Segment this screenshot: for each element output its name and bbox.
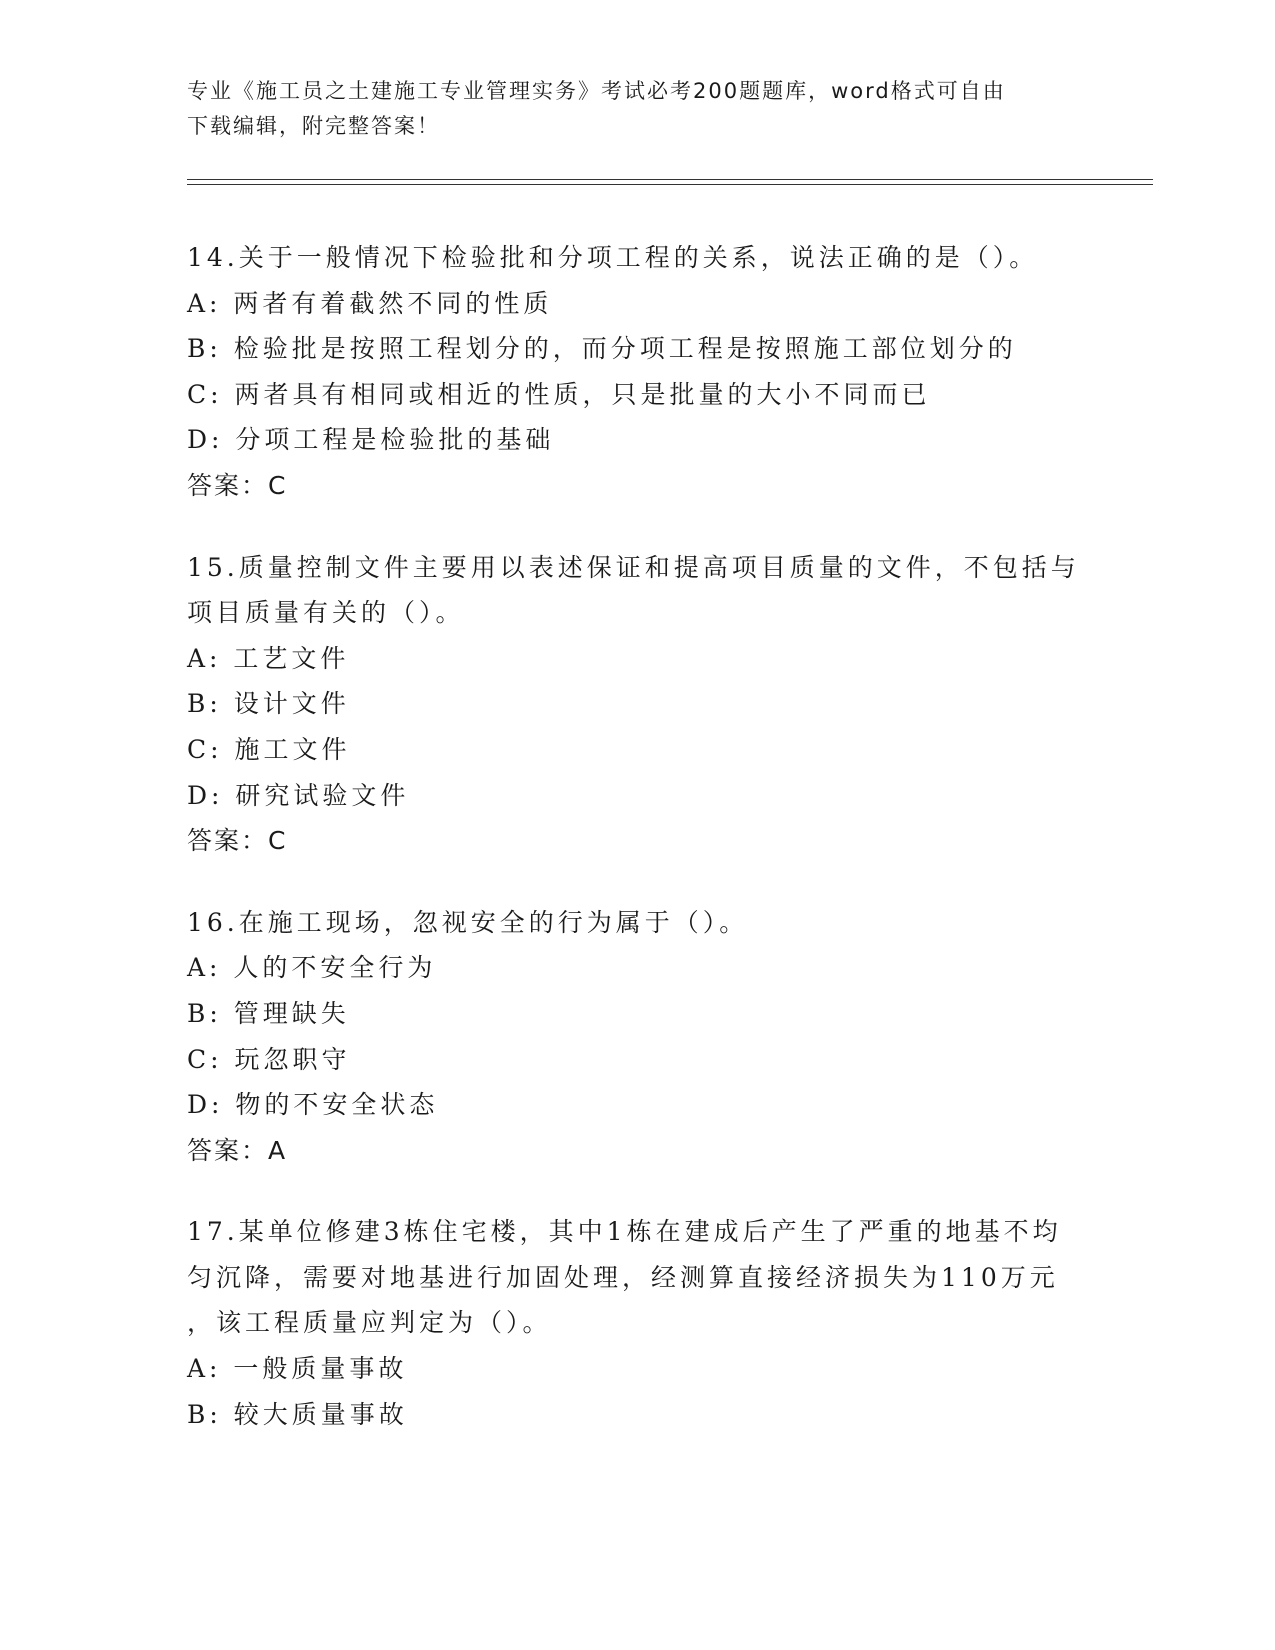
question-stem-continued: 匀沉降，需要对地基进行加固处理，经测算直接经济损失为110万元 [187, 1262, 1059, 1292]
question-17 [187, 1209, 1087, 1437]
option-b: B: 设计文件 [187, 689, 350, 719]
header-line-1: 专业《施工员之土建施工专业管理实务》考试必考200题题库，word格式可自由 [187, 79, 1006, 103]
question-stem: 14.关于一般情况下检验批和分项工程的关系，说法正确的是（）。 [187, 243, 1039, 272]
option-a: A: 工艺文件 [187, 643, 350, 673]
question-stem: 16.在施工现场，忽视安全的行为属于（）。 [187, 907, 749, 937]
question-list [187, 235, 1087, 1473]
header-divider-bottom [187, 184, 1153, 185]
option-c: C: 两者具有相同或相近的性质，只是批量的大小不同而已 [187, 379, 931, 409]
question-stem-continued: 项目质量有关的（）。 [187, 598, 465, 628]
option-a: A: 人的不安全行为 [187, 953, 437, 983]
option-d: D: 分项工程是检验批的基础 [187, 425, 555, 455]
question-stem: 17.某单位修建3栋住宅楼，其中1栋在建成后产生了严重的地基不均 [187, 1217, 1062, 1247]
option-b: B: 检验批是按照工程划分的，而分项工程是按照施工部位划分的 [187, 334, 1017, 364]
option-b: B: 管理缺失 [187, 998, 350, 1028]
answer-line: 答案：C [187, 470, 288, 500]
answer-line: 答案：A [187, 1135, 288, 1165]
option-a: A: 两者有着截然不同的性质 [187, 288, 553, 318]
option-d: D: 物的不安全状态 [187, 1090, 439, 1120]
question-stem: 15.质量控制文件主要用以表述保证和提高项目质量的文件，不包括与 [187, 552, 1080, 582]
question-14 [187, 235, 1087, 509]
option-d: D: 研究试验文件 [187, 780, 410, 810]
question-16 [187, 900, 1087, 1174]
option-a: A: 一般质量事故 [187, 1354, 408, 1384]
option-c: C: 施工文件 [187, 734, 351, 764]
answer-line: 答案：C [187, 826, 288, 856]
question-15 [187, 545, 1087, 864]
header-line-2: 下载编辑，附完整答案！ [187, 114, 440, 138]
header-divider-top [187, 179, 1153, 180]
document-header [187, 74, 1067, 144]
question-stem-continued: ，该工程质量应判定为（）。 [187, 1308, 552, 1338]
option-b: B: 较大质量事故 [187, 1399, 408, 1429]
option-c: C: 玩忽职守 [187, 1044, 351, 1074]
